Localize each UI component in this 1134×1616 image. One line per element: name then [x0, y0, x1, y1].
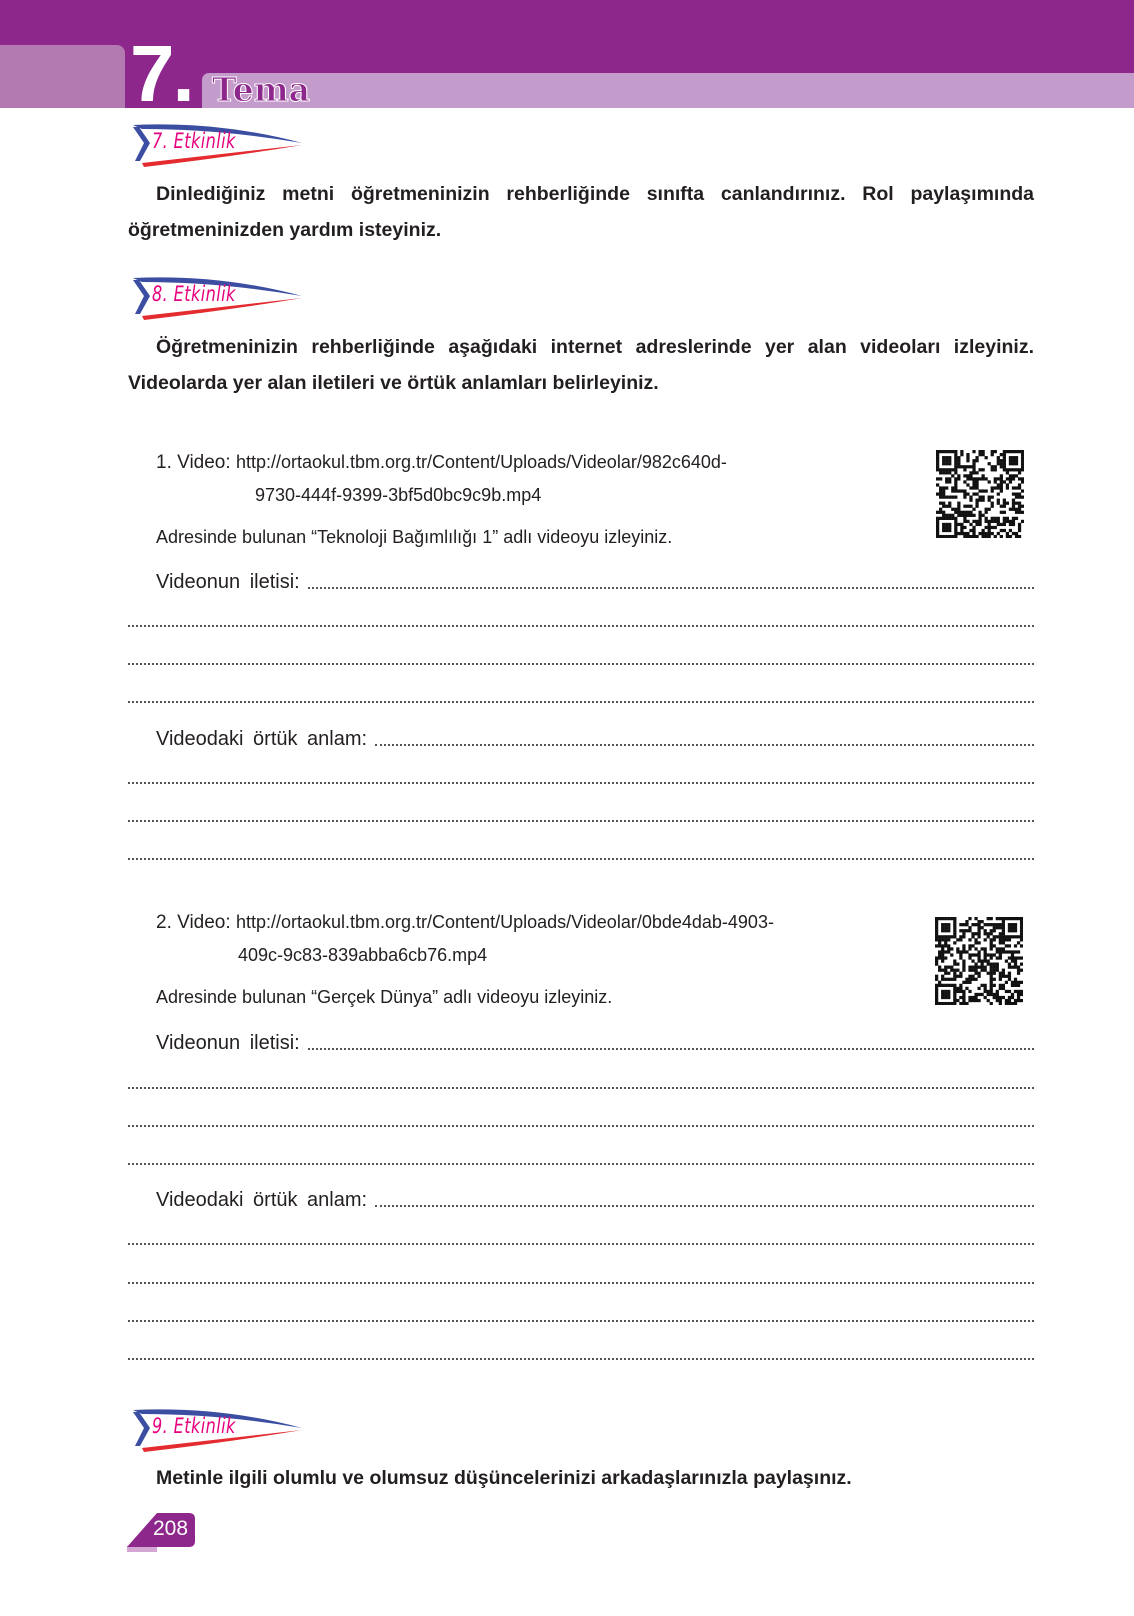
video-url[interactable]: http://ortaokul.tbm.org.tr/Content/Uploads/Videolar/0bde4dab-4903-	[235, 912, 774, 932]
activity-badge-7	[130, 123, 305, 167]
video-prefix: 1. Video:	[156, 452, 231, 473]
message-label: Videonun iletisi:	[156, 1032, 300, 1054]
activity-8-text: Öğretmeninizin rehberliğinde aşağıdaki internet adreslerinde yer alan videoları izleyiniz. Videolarda yer alan iletileri ve örtük anlamları belirleyiniz.	[128, 336, 1034, 394]
answer-line[interactable]	[128, 1144, 1034, 1170]
message-label: Videonun iletisi:	[156, 571, 300, 593]
answer-line[interactable]	[128, 1068, 1034, 1094]
activity-label: 7. Etkinlik	[152, 129, 236, 153]
theme-label-box	[202, 70, 1134, 109]
answer-line[interactable]	[128, 1263, 1034, 1289]
activity-7-text: Dinlediğiniz metni öğretmeninizin rehberliğinde sınıfta canlandırınız. Rol paylaşımında öğretmeninizden yardım isteyiniz.	[128, 183, 1034, 241]
video-instruction: Adresinde bulunan “Gerçek Dünya” adlı videoyu izleyiniz.	[156, 987, 613, 1007]
answer-line[interactable]	[128, 568, 1034, 594]
video-2-address	[156, 912, 774, 934]
activity-label: 8. Etkinlik	[152, 282, 236, 306]
activity-badge-9	[130, 1408, 305, 1452]
activity-9-text: Metinle ilgili olumlu ve olumsuz düşüncelerinizi arkadaşlarınızla paylaşınız.	[156, 1467, 852, 1489]
answer-line[interactable]	[128, 644, 1034, 670]
header-left-block	[0, 45, 125, 108]
video-url-continued[interactable]: 409c-9c83-839abba6cb76.mp4	[238, 945, 488, 965]
page-number-badge	[127, 1513, 197, 1549]
answer-line[interactable]	[128, 1186, 1034, 1212]
activity-label: 9. Etkinlik	[152, 1414, 236, 1438]
theme-label: Tema	[212, 70, 311, 109]
answer-line[interactable]	[128, 1301, 1034, 1327]
answer-line[interactable]	[128, 606, 1034, 632]
implicit-label: Videodaki örtük anlam:	[156, 1189, 368, 1211]
page-number: 208	[153, 1517, 189, 1540]
answer-line[interactable]	[128, 1224, 1034, 1250]
answer-line[interactable]	[128, 839, 1034, 865]
implicit-label: Videodaki örtük anlam:	[156, 728, 368, 750]
video-url-continued[interactable]: 9730-444f-9399-3bf5d0bc9c9b.mp4	[255, 485, 542, 505]
answer-line[interactable]	[128, 1106, 1034, 1132]
video-instruction: Adresinde bulunan “Teknoloji Bağımlılığı 1” adlı videoyu izleyiniz.	[156, 527, 673, 547]
video-1-address	[156, 452, 727, 474]
answer-line[interactable]	[128, 725, 1034, 751]
qr-code-icon[interactable]	[936, 450, 1024, 538]
answer-line[interactable]	[128, 801, 1034, 827]
video-url[interactable]: http://ortaokul.tbm.org.tr/Content/Uploads/Videolar/982c640d-	[235, 452, 727, 472]
answer-line[interactable]	[128, 1029, 1034, 1055]
theme-number: 7.	[130, 29, 193, 118]
answer-line[interactable]	[128, 763, 1034, 789]
activity-badge-8	[130, 276, 305, 320]
video-prefix: 2. Video:	[156, 912, 231, 933]
answer-line[interactable]	[128, 1339, 1034, 1365]
answer-line[interactable]	[128, 682, 1034, 708]
qr-code-icon[interactable]	[935, 917, 1023, 1005]
